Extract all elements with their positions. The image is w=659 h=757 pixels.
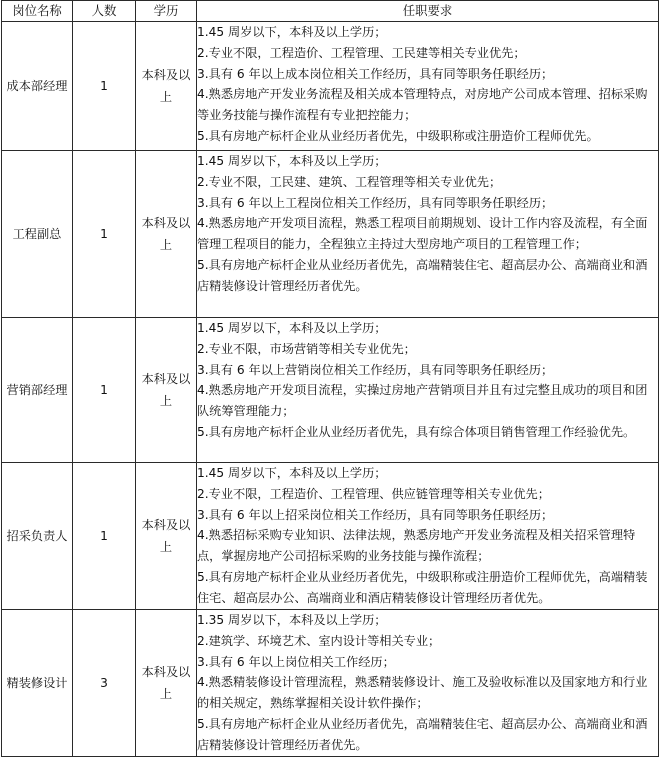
requirement-item: 1.45 周岁以下，本科及以上学历； — [197, 25, 387, 39]
cell-education: 本科及以上 — [136, 22, 197, 151]
requirement-item: 5.具有房地产标杆企业从业经历者优先，中级职称或注册造价工程师优先，高端精装住宅、超高层办公、高端商业和酒店精装修设计管理经历者优先。 — [197, 569, 648, 605]
cell-position: 精装修设计 — [2, 610, 73, 757]
header-position: 岗位名称 — [2, 1, 73, 22]
cell-requirements — [197, 318, 659, 463]
table-row — [2, 318, 659, 463]
cell-education: 本科及以上 — [136, 318, 197, 463]
requirement-item: 1.45 周岁以下，本科及以上学历； — [197, 154, 387, 168]
requirement-item: 3.具有 6 年以上岗位相关工作经历； — [197, 654, 395, 669]
cell-requirements — [197, 22, 659, 151]
table-row — [2, 151, 659, 318]
requirement-item: 1.45 周岁以下，本科及以上学历； — [197, 321, 387, 335]
requirement-item: 5.具有房地产标杆企业从业经历者优先，高端精装住宅、超高层办公、高端商业和酒店精装修设计管理经历者优先。 — [197, 257, 648, 293]
requirement-item: 1.35 周岁以下，本科及以上学历； — [197, 613, 387, 627]
requirement-item: 2.专业不限，市场营销等相关专业优先； — [197, 341, 416, 356]
requirement-item: 3.具有 6 年以上招采岗位相关工作经历，具有同等职务任职经历； — [197, 507, 554, 522]
requirement-item: 2.专业不限，工程造价、工程管理、供应链管理等相关专业优先； — [197, 486, 550, 501]
requirement-item: 4.熟悉房地产开发项目流程，实操过房地产营销项目并且有过完整且成功的项目和团队统筹管理能力； — [197, 383, 648, 419]
requirement-item: 4.熟悉招标采购专业知识、法律法规，熟悉房地产开发业务流程及相关招采管理特点，掌握房地产公司招标采购的业务技能与操作流程； — [197, 528, 636, 564]
requirement-item: 3.具有 6 年以上营销岗位相关工作经历，具有同等职务任职经历； — [197, 362, 554, 377]
requirement-item: 4.熟悉房地产开发项目流程，熟悉工程项目前期规划、设计工作内容及流程，有全面管理工程项目的能力，全程独立主持过大型房地产项目的工程管理工作； — [197, 216, 648, 252]
requirement-item: 3.具有 6 年以上工程岗位相关工作经历，具有同等职务任职经历； — [197, 195, 554, 210]
cell-education: 本科及以上 — [136, 610, 197, 757]
table-row — [2, 22, 659, 151]
header-count: 人数 — [73, 1, 136, 22]
requirement-item: 4.熟悉精装修设计管理流程，熟悉精装修设计、施工及验收标准以及国家地方和行业的相关规定，熟练掌握相关设计软件操作； — [197, 675, 648, 711]
requirement-item: 5.具有房地产标杆企业从业经历者优先，高端精装住宅、超高层办公、高端商业和酒店精装修设计管理经历者优先。 — [197, 716, 648, 752]
cell-position: 招采负责人 — [2, 463, 73, 610]
requirement-item: 2.专业不限，工民建、建筑、工程管理等相关专业优先； — [197, 174, 502, 189]
cell-position: 成本部经理 — [2, 22, 73, 151]
requirement-item: 5.具有房地产标杆企业从业经历者优先，中级职称或注册造价工程师优先。 — [197, 128, 599, 143]
requirement-item: 5.具有房地产标杆企业从业经历者优先，具有综合体项目销售管理工作经验优先。 — [197, 424, 636, 439]
table-header-row — [2, 1, 659, 22]
cell-count: 1 — [73, 463, 136, 610]
header-education: 学历 — [136, 1, 197, 22]
cell-count: 1 — [73, 318, 136, 463]
table-row — [2, 610, 659, 757]
table-row — [2, 463, 659, 610]
cell-position: 工程副总 — [2, 151, 73, 318]
cell-education: 本科及以上 — [136, 151, 197, 318]
requirement-item: 2.建筑学、环境艺术、室内设计等相关专业； — [197, 633, 441, 648]
job-requirements-table — [1, 0, 659, 757]
cell-count: 3 — [73, 610, 136, 757]
requirement-item: 4.熟悉房地产开发业务流程及相关成本管理特点，对房地产公司成本管理、招标采购等业务技能与操作流程有专业把控能力； — [197, 87, 648, 123]
cell-education: 本科及以上 — [136, 463, 197, 610]
cell-position: 营销部经理 — [2, 318, 73, 463]
cell-requirements — [197, 151, 659, 318]
cell-requirements — [197, 610, 659, 757]
cell-count: 1 — [73, 151, 136, 318]
requirement-item: 2.专业不限，工程造价、工程管理、工民建等相关专业优先； — [197, 45, 526, 60]
requirement-item: 1.45 周岁以下，本科及以上学历； — [197, 466, 387, 480]
cell-count: 1 — [73, 22, 136, 151]
cell-requirements — [197, 463, 659, 610]
header-requirements: 任职要求 — [197, 1, 659, 22]
requirement-item: 3.具有 6 年以上成本岗位相关工作经历，具有同等职务任职经历； — [197, 66, 554, 81]
